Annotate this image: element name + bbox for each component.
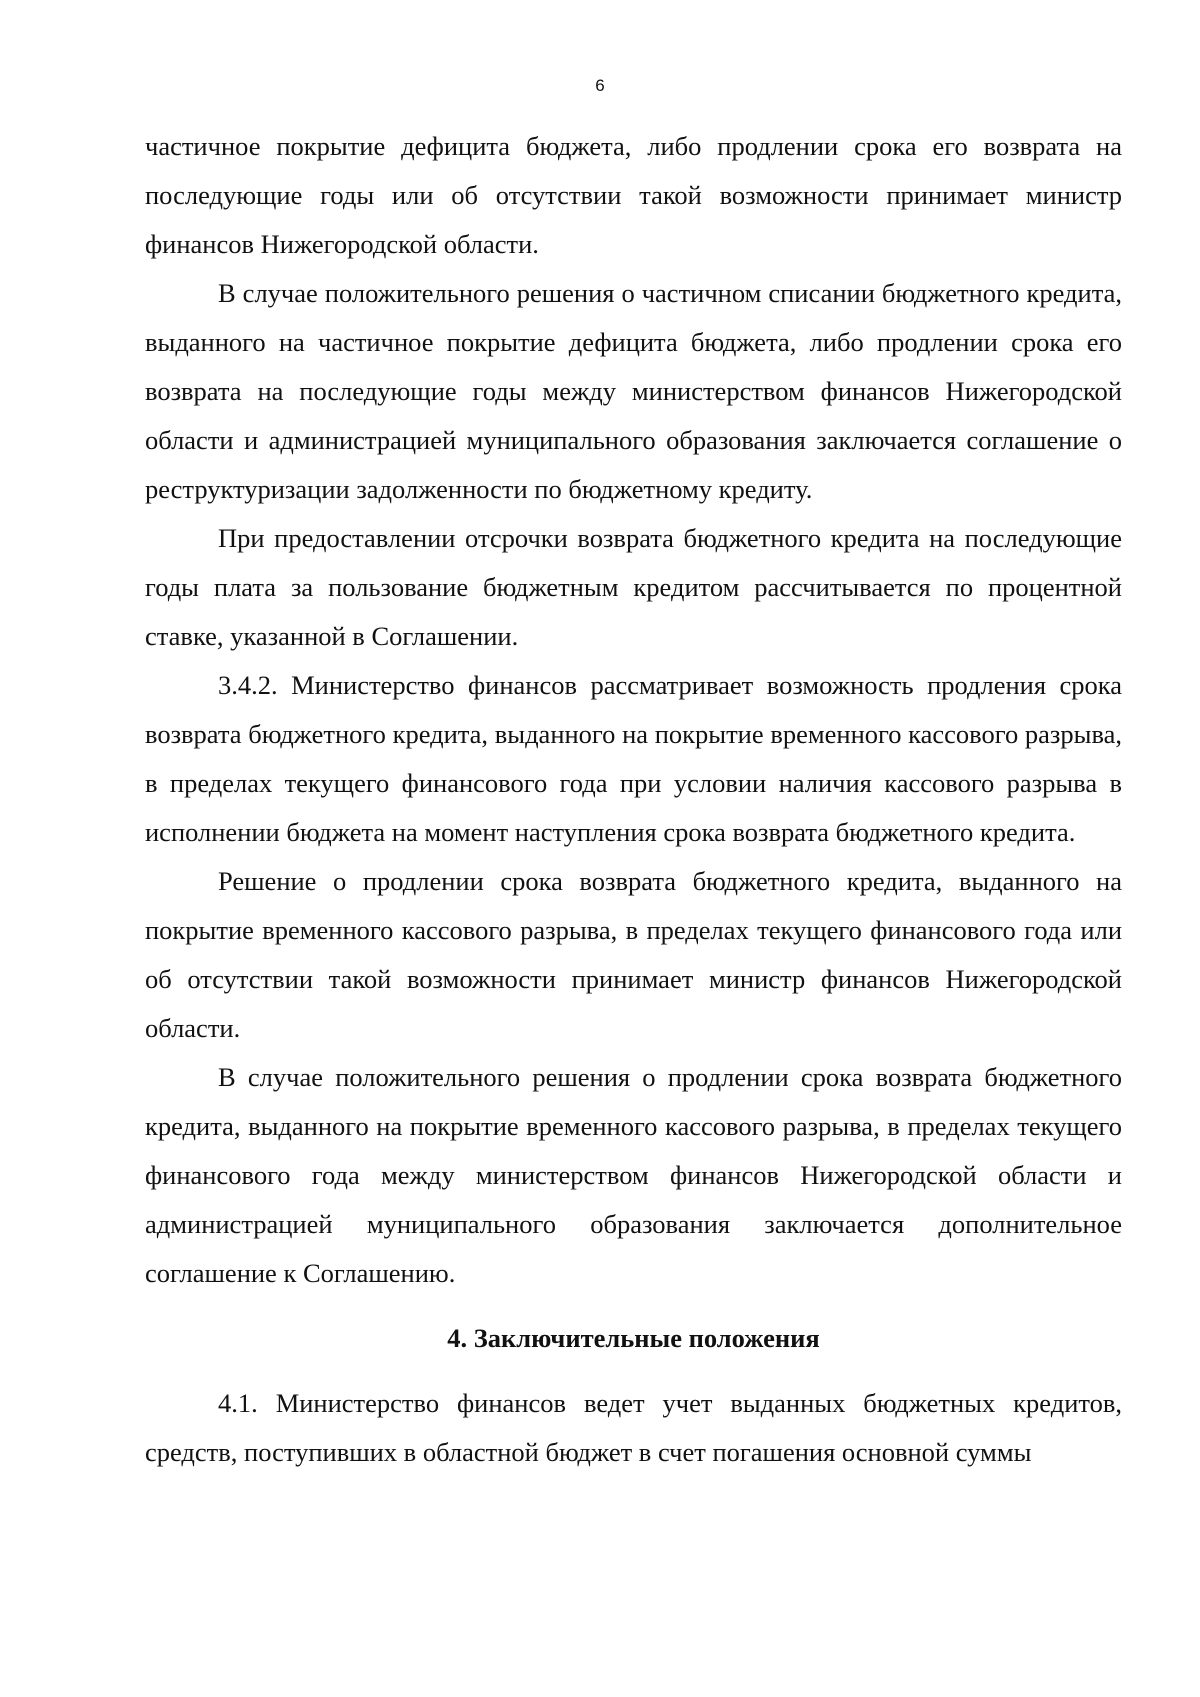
paragraph-deferral-fee: При предоставлении отсрочки возврата бюджетного кредита на последующие годы плата за пользование бюджетным кредитом рассчитывается по процентной ставке, указанной в Соглашении. bbox=[145, 523, 1122, 651]
page-number: 6 bbox=[595, 76, 605, 95]
paragraph-partial-writeoff: В случае положительного решения о частичном списании бюджетного кредита, выданного на частичное покрытие дефицита бюджета, либо продлении срока его возврата на последующие годы между министерством финансов Нижегородской области и администрацией муниципального образования заключается соглашение о реструктуризации задолженности по бюджетному кредиту. bbox=[145, 278, 1122, 504]
paragraph-extension-decision: Решение о продлении срока возврата бюджетного кредита, выданного на покрытие временного кассового разрыва, в пределах текущего финансового года или об отсутствии такой возможности принимает министр финансов Нижегородской области. bbox=[145, 866, 1122, 1043]
document-body bbox=[145, 122, 1122, 1477]
paragraph-continuation: частичное покрытие дефицита бюджета, либо продлении срока его возврата на последующие годы или об отсутствии такой возможности принимает министр финансов Нижегородской области. bbox=[145, 131, 1122, 259]
paragraph-clause-4-1: 4.1. Министерство финансов ведет учет выданных бюджетных кредитов, средств, поступивших в областной бюджет в счет погашения основной суммы bbox=[145, 1388, 1122, 1467]
paragraph-additional-agreement: В случае положительного решения о продлении срока возврата бюджетного кредита, выданного на покрытие временного кассового разрыва, в пределах текущего финансового года между министерством финансов Нижегородской области и администрацией муниципального образования заключается дополнительное соглашение к Соглашению. bbox=[145, 1062, 1122, 1288]
paragraph-clause-3-4-2: 3.4.2. Министерство финансов рассматривает возможность продления срока возврата бюджетного кредита, выданного на покрытие временного кассового разрыва, в пределах текущего финансового года при условии наличия кассового разрыва в исполнении бюджета на момент наступления срока возврата бюджетного кредита. bbox=[145, 670, 1122, 847]
section-heading: 4. Заключительные положения bbox=[447, 1323, 820, 1353]
